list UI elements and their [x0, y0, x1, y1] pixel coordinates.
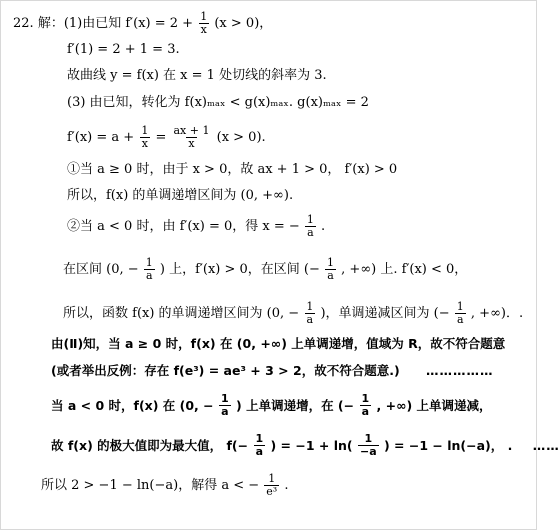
problem-number: 22. [13, 15, 34, 31]
line-12: (或者举出反例：存在 f(e³) = ae³ + 3 > 2，故不符合题意.) …………… [51, 362, 494, 378]
line-13: 当 a < 0 时，f(x) 在 (0, − $\frac{1}{a}$ ) 上单调递增，在 (− $\frac{1}{a}$ , +∞) 上单调递减， [51, 392, 492, 418]
line-11: 由(Ⅱ)知，当 a ≥ 0 时，f(x) 在 (0, +∞) 上单调递增，值域为 R，故不符合题意 [51, 335, 506, 351]
line-6: ①当 a ≥ 0 时，由于 x > 0，故 ax + 1 > 0， f′(x) > 0 [67, 162, 398, 177]
line-7: 所以，f(x) 的单调递增区间为 (0, +∞). [67, 188, 294, 203]
line-10: 所以，函数 f(x) 的单调递增区间为 (0, − $\frac{1}{a}$ )，单调递减区间为 (− $\frac{1}{a}$ , +∞)．. [63, 300, 524, 326]
line-14: 故 f(x) 的极大值即为最大值， f(− $\frac{1}{a}$ ) = −1 + ln( $\frac{1}{-a}$ ) = −1 − ln(−a)， . …… [51, 432, 560, 458]
text: 解：(1)由已知 f′(x) = 2 + [37, 15, 194, 31]
line-8: ②当 a < 0 时，由 f′(x) = 0，得 x = − $\frac{1}{a}$ . [67, 213, 326, 239]
line-4: (3) 由已知，转化为 f(x)ₘₐₓ < g(x)ₘₐₓ. g(x)ₘₐₓ = 2 [67, 95, 369, 110]
line-15: 所以 2 > −1 − ln(−a)，解得 a < − $\frac{1}{\text{e³}}$ . [41, 472, 289, 498]
fraction: $\frac{1}{x}$ [200, 10, 208, 36]
line-5: f′(x) = a + $\frac{1}{x}$ = $\frac{ax + 1}{x}$ (x > 0). [67, 124, 266, 150]
line-3: 故曲线 y = f(x) 在 x = 1 处切线的斜率为 3. [67, 68, 327, 83]
line-1 [13, 11, 272, 36]
line-2: f′(1) = 2 + 1 = 3. [67, 42, 180, 57]
text: (x > 0)， [214, 15, 273, 31]
line-9: 在区间 (0, − $\frac{1}{a}$ ) 上，f′(x) > 0，在区间 (− $\frac{1}{a}$ , +∞) 上. f′(x) < 0， [63, 256, 468, 282]
